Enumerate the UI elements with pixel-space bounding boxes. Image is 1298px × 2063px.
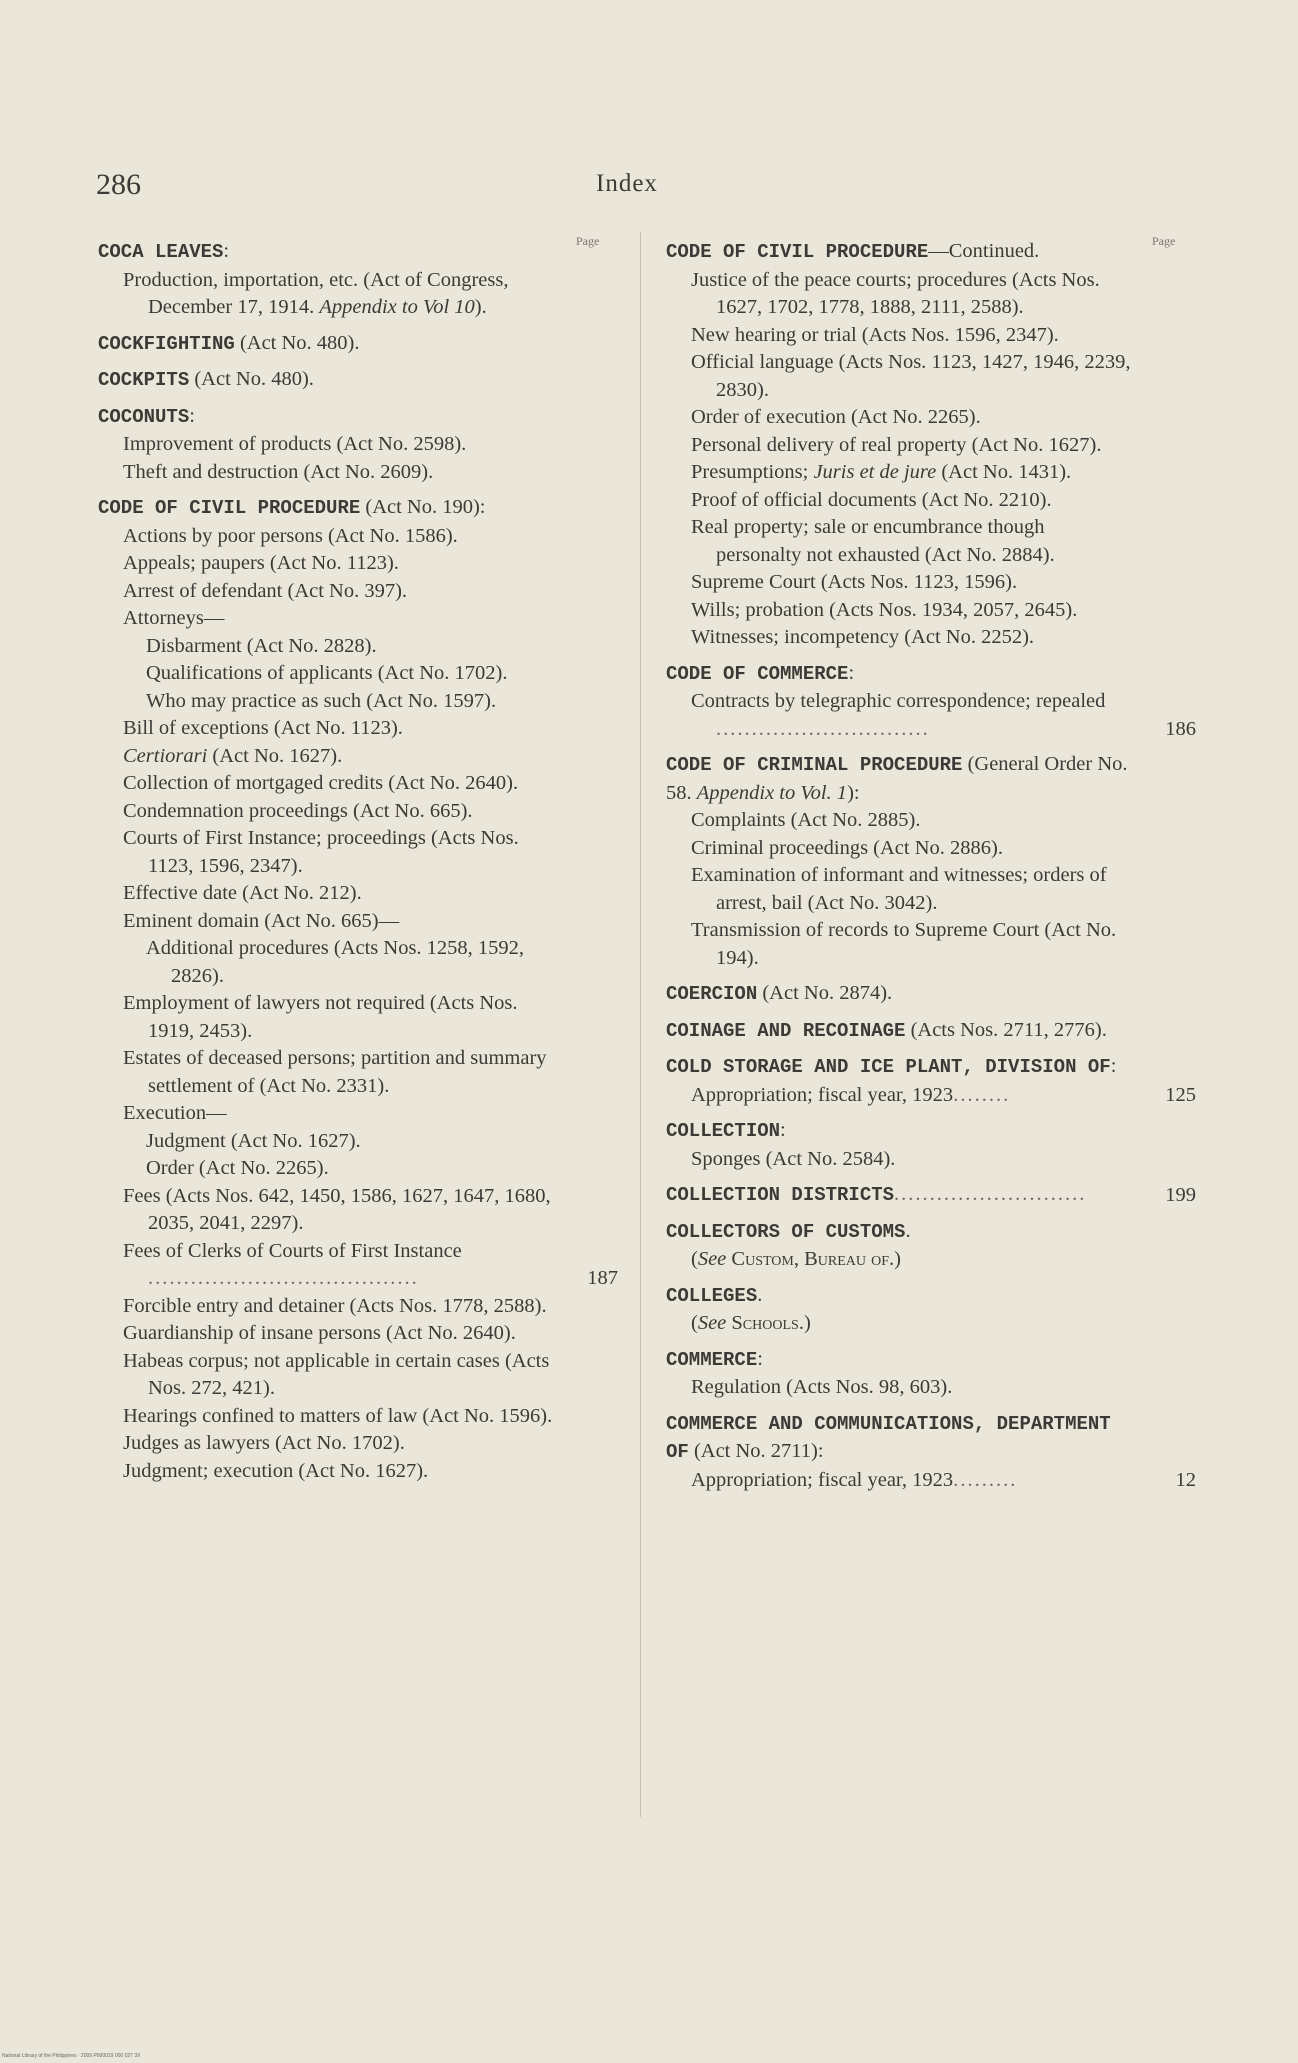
entry-text [666, 1246, 1134, 1274]
entry-fragment: Official language (Acts Nos. 1123, 1427, 1946, 2239, 2830). [691, 351, 1131, 401]
entry-text [98, 908, 556, 936]
entry-fragment: Improvement of products (Act No. 2598). [123, 433, 467, 455]
entry-text [666, 862, 1134, 917]
entry-fragment: : [189, 404, 195, 427]
index-subentry [666, 487, 1196, 515]
heading-term: COLLECTION [666, 1120, 781, 1142]
entry-fragment: See [697, 1248, 727, 1270]
entry-text [98, 825, 556, 880]
entry-fragment: Hearings confined to matters of law (Act No. 1596). [123, 1404, 553, 1427]
index-subentry [666, 862, 1196, 917]
index-column-right [666, 230, 1196, 1494]
index-heading [666, 1053, 1196, 1082]
entry-fragment: (Act No. 480). [234, 331, 360, 354]
entry-text [98, 688, 556, 716]
entry-fragment: Who may practice as such (Act No. 1597). [146, 689, 497, 712]
running-head: Index [596, 170, 658, 197]
index-heading [98, 330, 618, 359]
entry-text [98, 1403, 556, 1431]
index-subentry [98, 1293, 618, 1321]
entry-text [98, 990, 556, 1045]
entry-fragment: Presumptions; [691, 461, 814, 483]
entry-fragment: Judges as lawyers (Act No. 1702). [123, 1432, 405, 1454]
entry-fragment: Witnesses; incompetency (Act No. 2252). [691, 626, 1035, 648]
heading-term: COLLECTORS OF CUSTOMS [666, 1220, 906, 1243]
index-heading [666, 1410, 1196, 1467]
entry-text [98, 798, 556, 826]
entry-fragment: Production, importation, etc. (Act of Congress, December 17, 1914. [123, 268, 509, 318]
entry-fragment: Employment of lawyers not required (Acts Nos. 1919, 2453). [123, 992, 518, 1042]
page-column-label-right: Page [1152, 234, 1176, 248]
page-reference: 125 [1165, 1083, 1196, 1106]
entry-fragment: Appropriation; fiscal year, 1923 [691, 1083, 954, 1106]
entry-fragment: Contracts by telegraphic correspondence; repealed [691, 690, 1106, 712]
entry-text [98, 459, 556, 487]
index-heading [666, 1218, 1196, 1247]
entry-text [98, 1100, 556, 1128]
entry-fragment: : [757, 1347, 763, 1370]
entry-fragment: Judgment; execution (Act No. 1627). [123, 1459, 429, 1482]
index-subentry [666, 1146, 1196, 1174]
entry-text [666, 238, 1134, 267]
index-heading [666, 1346, 1196, 1375]
entry-text [666, 569, 1134, 597]
entry-text [98, 715, 556, 743]
index-heading [666, 1181, 1196, 1210]
entry-fragment: : [848, 661, 855, 684]
index-subentry [98, 633, 618, 661]
entry-text [666, 1053, 1134, 1082]
entry-fragment: Theft and destruction (Act No. 2609). [123, 460, 434, 483]
entry-text [666, 751, 1134, 807]
page-reference: 187 [587, 1267, 618, 1289]
scan-credit: National Library of the Philippines · 2009 P000019 000 027 3X [2, 2053, 141, 2059]
entry-text [98, 494, 556, 523]
index-subentry [98, 459, 618, 487]
heading-term: COCKPITS [98, 369, 190, 391]
entry-text [666, 1218, 1134, 1247]
index-heading [98, 238, 618, 267]
entry-fragment: (Acts Nos. 2711, 2776). [905, 1018, 1107, 1041]
entry-text [666, 487, 1134, 515]
entry-fragment: Condemnation proceedings (Act No. 665). [123, 799, 473, 822]
heading-term: COMMERCE [666, 1348, 758, 1371]
entry-fragment: Complaints (Act No. 2885). [691, 809, 921, 831]
index-heading [666, 238, 1196, 267]
heading-term: COCONUTS [98, 405, 190, 428]
entry-text [666, 349, 1134, 404]
entry-fragment: ). [474, 296, 487, 318]
entry-fragment: .) [798, 1312, 811, 1334]
index-subentry [666, 432, 1196, 460]
entry-fragment: : [780, 1119, 786, 1141]
entry-text [98, 743, 556, 771]
entry-text [98, 633, 556, 661]
entry-fragment: Habeas corpus; not applicable in certain cases (Acts Nos. 272, 421). [123, 1349, 550, 1399]
entry-text [98, 523, 556, 551]
entry-text [666, 267, 1134, 322]
entry-text [666, 459, 1134, 487]
leader-dots: .............................. [716, 717, 930, 740]
heading-term: COCKFIGHTING [98, 332, 235, 355]
entry-text [666, 835, 1134, 863]
entry-fragment: Appeals; paupers (Act No. 1123). [123, 552, 399, 574]
index-heading [666, 980, 1196, 1009]
entry-fragment: —Continued. [928, 240, 1040, 262]
index-subentry [666, 624, 1196, 652]
entry-text [666, 1282, 1134, 1311]
index-subentry [98, 1045, 618, 1100]
leader-dots: ........................... [894, 1183, 1087, 1205]
entry-fragment: Disbarment (Act No. 2828). [146, 634, 377, 657]
index-heading [666, 1017, 1196, 1046]
index-subentry [98, 990, 618, 1045]
entry-text [666, 432, 1134, 460]
entry-text [666, 597, 1134, 625]
index-heading [666, 660, 1196, 689]
entry-fragment: .) [889, 1248, 901, 1270]
entry-fragment: Regulation (Acts Nos. 98, 603). [691, 1376, 953, 1398]
heading-term: CODE OF CIVIL PROCEDURE [98, 497, 361, 519]
index-subentry [98, 1458, 618, 1486]
entry-fragment: Criminal proceedings (Act No. 2886). [691, 836, 1003, 859]
index-subentry [98, 1155, 618, 1183]
entry-text [98, 605, 556, 633]
entry-fragment: ( [691, 1312, 698, 1334]
entry-fragment: Real property; sale or encumbrance though personalty not exhausted (Act No. 2884). [691, 516, 1055, 566]
index-column-left [98, 230, 618, 1485]
entry-fragment: (Act No. 2874). [757, 982, 893, 1004]
page-column-label-left: Page [576, 234, 600, 248]
entry-text [98, 1128, 556, 1156]
heading-term: COINAGE AND RECOINAGE [666, 1019, 906, 1042]
index-subentry [98, 578, 618, 606]
entry-fragment: Eminent domain (Act No. 665)— [123, 909, 400, 932]
index-subentry [666, 835, 1196, 863]
index-subentry [98, 660, 618, 688]
entry-fragment: Order of execution (Act No. 2265). [691, 406, 981, 428]
index-subentry [98, 688, 618, 716]
entry-text [666, 1117, 1134, 1146]
index-subentry [98, 743, 618, 771]
index-subentry [666, 1310, 1196, 1338]
entry-text [666, 1374, 1134, 1402]
entry-text [666, 807, 1134, 835]
entry-text [666, 917, 1134, 972]
index-subentry [98, 1238, 618, 1293]
entry-fragment: Schools [731, 1312, 799, 1334]
entry-text [666, 1181, 1134, 1210]
index-subentry [666, 1082, 1196, 1110]
entry-fragment: Estates of deceased persons; partition and summary settlement of (Act No. 2331). [123, 1047, 547, 1097]
index-subentry [98, 1430, 618, 1458]
entry-text [666, 404, 1134, 432]
entry-fragment: Juris et de jure [813, 461, 937, 483]
entry-text [98, 366, 556, 395]
heading-term: CODE OF CRIMINAL PROCEDURE [666, 754, 963, 776]
index-subentry [98, 1183, 618, 1238]
entry-fragment: Effective date (Act No. 212). [123, 882, 362, 904]
index-subentry [666, 1246, 1196, 1274]
entry-fragment: Certiorari [123, 744, 208, 767]
index-subentry [666, 349, 1196, 404]
entry-fragment: (Act No. 190): [360, 496, 486, 518]
entry-fragment: : [1110, 1055, 1117, 1077]
entry-text [98, 1320, 556, 1348]
index-subentry [98, 523, 618, 551]
page-reference: 186 [1165, 717, 1196, 740]
index-subentry [666, 1374, 1196, 1402]
page-number: 286 [96, 168, 141, 201]
entry-text [666, 1467, 1134, 1495]
entry-fragment: Qualifications of applicants (Act No. 1702). [146, 662, 508, 684]
entry-fragment: Justice of the peace courts; procedures (Acts Nos. 1627, 1702, 1778, 1888, 2111, 2588). [691, 268, 1100, 318]
entry-fragment: Transmission of records to Supreme Court (Act No. 194). [691, 919, 1117, 969]
entry-text [98, 403, 556, 432]
heading-term: COMMERCE AND COMMUNICATIONS, DEPARTMENT OF [666, 1412, 1111, 1463]
entry-text [98, 330, 556, 359]
leader-dots: ........ [953, 1083, 1011, 1106]
index-subentry [666, 917, 1196, 972]
entry-fragment: Additional procedures (Acts Nos. 1258, 1592, 2826). [146, 937, 525, 987]
entry-fragment: Custom, Bureau of [731, 1248, 889, 1270]
index-subentry [98, 880, 618, 908]
index-subentry [98, 908, 618, 936]
index-subentry [666, 404, 1196, 432]
index-subentry [98, 550, 618, 578]
entry-fragment: . [757, 1283, 763, 1306]
entry-fragment: Appendix to Vol 10 [319, 296, 475, 318]
entry-fragment: : [223, 240, 230, 262]
entry-fragment: Fees of Clerks of Courts of First Instance [123, 1239, 462, 1262]
index-heading [666, 751, 1196, 807]
index-subentry [98, 267, 618, 322]
entry-text [98, 267, 556, 322]
entry-fragment: Guardianship of insane persons (Act No. 2640). [123, 1322, 516, 1344]
entry-text [666, 1346, 1134, 1375]
entry-fragment: ): [847, 781, 860, 804]
index-subentry [98, 1348, 618, 1403]
entry-text [98, 660, 556, 688]
index-subentry [98, 715, 618, 743]
entry-fragment: (General Order No. 58. [666, 753, 1128, 804]
leader-dots: ...................................... [148, 1267, 419, 1289]
entry-fragment: Bill of exceptions (Act No. 1123). [123, 717, 403, 739]
entry-fragment: Examination of informant and witnesses; orders of arrest, bail (Act No. 3042). [691, 864, 1107, 914]
entry-fragment: (Act No. 480). [189, 368, 314, 390]
entry-fragment: Courts of First Instance; proceedings (Acts Nos. 1123, 1596, 2347). [123, 827, 519, 877]
entry-text [98, 1458, 556, 1486]
entry-fragment: (Act No. 1431). [936, 461, 1072, 483]
entry-text [666, 624, 1134, 652]
index-subentry [98, 798, 618, 826]
entry-fragment: Supreme Court (Acts Nos. 1123, 1596). [691, 571, 1018, 593]
entry-fragment: Execution— [123, 1102, 227, 1124]
entry-fragment: (Act No. 2711): [688, 1440, 824, 1462]
entry-text [666, 1082, 1134, 1110]
entry-fragment: Order (Act No. 2265). [146, 1157, 329, 1179]
entry-fragment: Appropriation; fiscal year, 1923 [691, 1468, 954, 1491]
entry-fragment: Actions by poor persons (Act No. 1586). [123, 524, 458, 547]
column-divider [640, 232, 641, 1817]
heading-term: CODE OF COMMERCE [666, 662, 849, 685]
index-heading [666, 1117, 1196, 1146]
index-subentry [666, 597, 1196, 625]
heading-term: CODE OF CIVIL PROCEDURE [666, 241, 929, 263]
page-reference: 199 [1165, 1184, 1196, 1206]
index-subentry [98, 770, 618, 798]
index-subentry [98, 1128, 618, 1156]
entry-fragment: Collection of mortgaged credits (Act No. 2640). [123, 772, 519, 794]
entry-text [666, 980, 1134, 1009]
entry-text [666, 1017, 1134, 1046]
entry-text [98, 578, 556, 606]
entry-text [666, 322, 1134, 350]
entry-text [98, 935, 556, 990]
index-subentry [98, 825, 618, 880]
entry-fragment: Fees (Acts Nos. 642, 1450, 1586, 1627, 1647, 1680, 2035, 2041, 2297). [123, 1184, 551, 1234]
entry-fragment: Arrest of defendant (Act No. 397). [123, 579, 408, 602]
index-heading [98, 494, 618, 523]
entry-text [666, 1310, 1134, 1338]
entry-text [666, 688, 1134, 743]
entry-fragment: New hearing or trial (Acts Nos. 1596, 2347). [691, 323, 1059, 346]
index-subentry [98, 431, 618, 459]
entry-fragment: See [697, 1312, 727, 1334]
heading-term: COLLEGES [666, 1284, 758, 1307]
entry-text [98, 1348, 556, 1403]
index-subentry [666, 688, 1196, 743]
entry-fragment: Personal delivery of real property (Act No. 1627). [691, 433, 1102, 456]
entry-fragment: Judgment (Act No. 1627). [146, 1129, 361, 1152]
index-subentry [666, 267, 1196, 322]
entry-fragment: Sponges (Act No. 2584). [691, 1147, 896, 1170]
index-subentry [666, 459, 1196, 487]
entry-text [98, 1045, 556, 1100]
index-subentry [98, 1320, 618, 1348]
heading-term: COLLECTION DISTRICTS [666, 1184, 895, 1206]
index-subentry [666, 1467, 1196, 1495]
entry-text [98, 1183, 556, 1238]
entry-text [98, 1238, 556, 1293]
entry-fragment: Attorneys— [123, 607, 225, 629]
entry-text [98, 238, 556, 267]
index-subentry [98, 605, 618, 633]
entry-text [98, 550, 556, 578]
heading-term: COCA LEAVES [98, 241, 224, 263]
index-subentry [666, 807, 1196, 835]
entry-text [666, 1410, 1134, 1467]
heading-term: COERCION [666, 983, 758, 1005]
entry-fragment: Appendix to Vol. 1 [696, 781, 848, 804]
entry-fragment: Wills; probation (Acts Nos. 1934, 2057, 2645). [691, 598, 1078, 621]
index-subentry [98, 1100, 618, 1128]
index-subentry [98, 935, 618, 990]
entry-text [98, 1155, 556, 1183]
index-heading [666, 1282, 1196, 1311]
index-subentry [666, 514, 1196, 569]
entry-text [98, 1293, 556, 1321]
entry-fragment: . [905, 1219, 911, 1242]
entry-text [666, 660, 1134, 689]
entry-text [98, 880, 556, 908]
page-reference: 12 [1175, 1468, 1196, 1491]
entry-text [98, 431, 556, 459]
entry-text [98, 770, 556, 798]
index-subentry [98, 1403, 618, 1431]
entry-fragment: Forcible entry and detainer (Acts Nos. 1778, 2588). [123, 1294, 547, 1317]
entry-text [666, 514, 1134, 569]
entry-text [666, 1146, 1134, 1174]
leader-dots: ......... [953, 1468, 1018, 1491]
index-subentry [666, 322, 1196, 350]
heading-term: COLD STORAGE AND ICE PLANT, DIVISION OF [666, 1056, 1111, 1078]
entry-fragment: Proof of official documents (Act No. 2210). [691, 488, 1052, 511]
index-heading [98, 366, 618, 395]
entry-text [98, 1430, 556, 1458]
index-heading [98, 403, 618, 432]
index-subentry [666, 569, 1196, 597]
entry-fragment: ( [691, 1248, 698, 1270]
entry-fragment: (Act No. 1627). [207, 744, 343, 767]
